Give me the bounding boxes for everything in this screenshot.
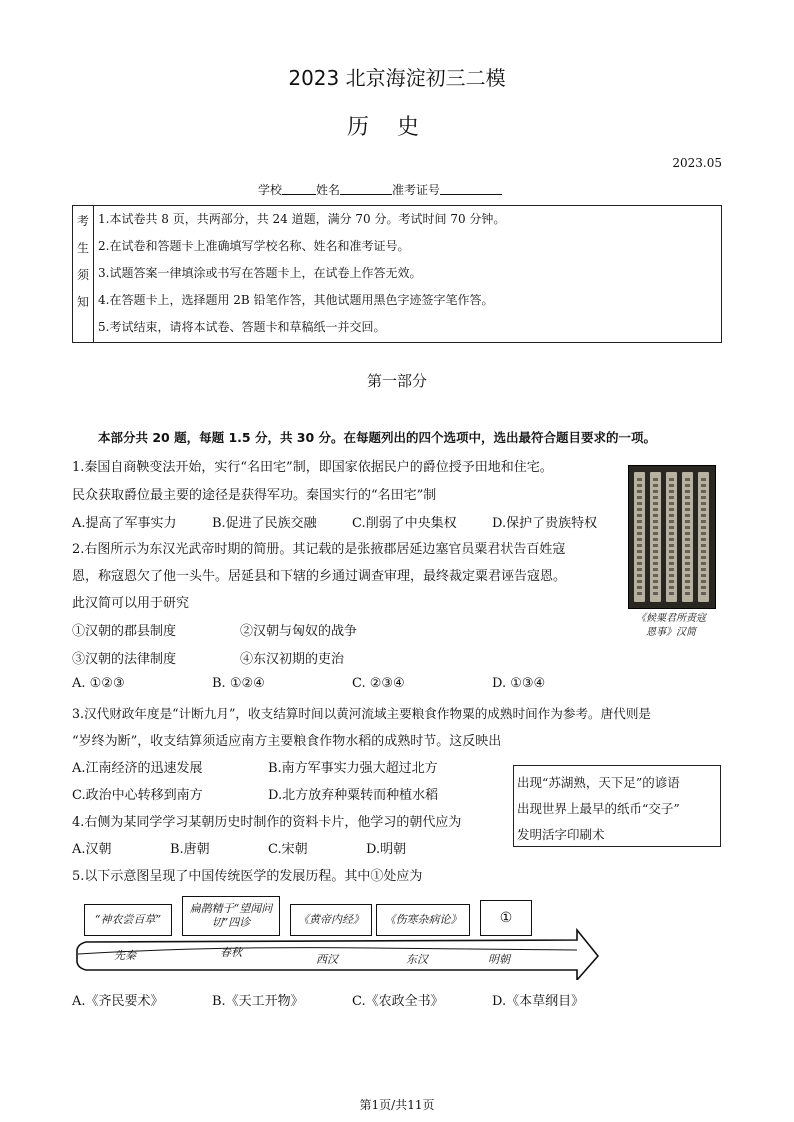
notes-label-char: 知: [76, 295, 89, 309]
han-bamboo-slips-image: [628, 465, 716, 609]
timeline-era: 明朝: [488, 953, 510, 966]
q3-line: 3.汉代财政年度是“计断九月”，收支结算时间以黄河流域主要粮食作物粟的成熟时间作为参考。唐代则是: [72, 706, 652, 721]
medicine-timeline-diagram: [72, 890, 602, 980]
name-label: 姓名: [316, 183, 341, 197]
page-footer: 第1页/共11页: [359, 1098, 435, 1112]
exam-id-label: 准考证号: [392, 183, 441, 197]
timeline-box: 《黄帝内经》: [290, 904, 372, 936]
name-blank: [340, 182, 392, 195]
part-instruction: 本部分共 20 题，每题 1.5 分，共 30 分。在每题列出的四个选项中，选出最符合题目要求的一项。: [98, 430, 657, 445]
q2-option-d: D. ①③④: [492, 676, 546, 691]
q1-option-c: C.削弱了中央集权: [352, 516, 457, 531]
q2-line: 2.右图所示为东汉光武帝时期的简册。其记载的是张掖郡居延边塞官员粟君状告百姓寇: [72, 542, 566, 557]
q5-option-a: A.《齐民要术》: [72, 994, 164, 1009]
q1-option-a: A.提高了军事实力: [72, 516, 177, 531]
timeline-box: 《伤寒杂病论》: [376, 904, 470, 936]
timeline-era: 西汉: [316, 953, 338, 966]
q5-option-b: B.《天工开物》: [212, 994, 304, 1009]
subject-title: 历史: [346, 115, 447, 140]
q2-option-b: B. ①②④: [212, 676, 265, 691]
q4-option-c: C.宋朝: [268, 842, 308, 857]
note-item: 4.在答题卡上，选择题用 2B 铅笔作答，其他试题用黑色字迹签字笔作答。: [98, 293, 494, 307]
q2-option-c: C. ②③④: [352, 676, 405, 691]
q4-option-b: B.唐朝: [170, 842, 210, 857]
page-title: 2023 北京海淀初三二模: [288, 66, 506, 90]
notes-label-char: 须: [76, 268, 89, 282]
notes-label: [73, 206, 94, 343]
notes-label-char: 考: [76, 214, 89, 228]
exam-date: 2023.05: [672, 156, 722, 170]
q1-line: 1.秦国自商鞅变法开始，实行“名田宅”制，即国家依据民户的爵位授予田地和住宅。: [72, 460, 553, 475]
q3-line: “岁终为断”，收支结算须适应南方主要粮食作物水稻的成熟时节。这反映出: [72, 734, 502, 749]
q5-line: 5.以下示意图呈现了中国传统医学的发展历程。其中①处应为: [72, 869, 423, 884]
note-item: 1.本试卷共 8 页，共两部分，共 24 道题，满分 70 分。考试时间 70 分钟。: [98, 212, 506, 226]
card-line: 发明活字印刷术: [517, 827, 605, 842]
q2-statement: ②汉朝与匈奴的战争: [240, 624, 358, 639]
q2-option-a: A. ①②③: [72, 676, 125, 691]
timeline-era: 东汉: [406, 953, 428, 966]
note-item: 2.在试卷和答题卡上准确填写学校名称、姓名和准考证号。: [98, 239, 410, 253]
q5-option-d: D.《本草纲目》: [492, 994, 585, 1009]
q4-line: 4.右侧为某同学学习某朝历史时制作的资料卡片，他学习的朝代应为: [72, 815, 462, 830]
q4-option-d: D.明朝: [366, 842, 407, 857]
exam-notes-table: [72, 205, 722, 343]
timeline-box: “神农尝百草”: [84, 904, 172, 936]
note-item: 3.试题答案一律填涂或书写在答题卡上，在试卷上作答无效。: [98, 266, 422, 280]
q3-option-d: D.北方放弃种粟转而种植水稻: [268, 788, 439, 803]
q2-line: 此汉简可以用于研究: [72, 596, 190, 611]
image-caption: 《候粟君所责寇 恩事》汉简: [636, 613, 706, 638]
part-heading: 第一部分: [366, 372, 427, 390]
exam-id-blank: [440, 182, 502, 195]
q3-option-c: C.政治中心转移到南方: [72, 788, 203, 803]
q1-line: 民众获取爵位最主要的途径是获得军功。秦国实行的“名田宅”制: [72, 488, 437, 503]
timeline-box: 扁鹊精于“望闻问切”四诊: [182, 896, 280, 936]
notes-body: [94, 206, 722, 343]
q2-statement: ③汉朝的法律制度: [72, 652, 177, 667]
info-card: [513, 765, 721, 847]
q2-statement: ④东汉初期的吏治: [240, 652, 345, 667]
timeline-era: 先秦: [114, 949, 136, 962]
timeline-box: ①: [480, 900, 532, 936]
note-item: 5.考试结束，请将本试卷、答题卡和草稿纸一并交回。: [98, 320, 386, 334]
q3-option-b: B.南方军事实力强大超过北方: [268, 761, 438, 776]
timeline-era: 春秋: [220, 946, 242, 959]
card-line: 出现世界上最早的纸币“交子”: [517, 801, 680, 816]
q2-statement: ①汉朝的郡县制度: [72, 624, 177, 639]
notes-label-char: 生: [76, 241, 89, 255]
q4-option-a: A.汉朝: [72, 842, 112, 857]
q1-option-d: D.保护了贵族特权: [492, 516, 598, 531]
q5-option-c: C.《农政全书》: [352, 994, 444, 1009]
card-line: 出现“苏湖熟，天下足”的谚语: [517, 775, 680, 790]
school-blank: [282, 182, 316, 195]
q3-option-a: A.江南经济的迅速发展: [72, 761, 203, 776]
q1-option-b: B.促进了民族交融: [212, 516, 317, 531]
student-info-line: [258, 181, 502, 198]
q2-line: 恩，称寇恩欠了他一头牛。居延县和下辖的乡通过调查审理，最终裁定粟君诬告寇恩。: [72, 569, 567, 584]
school-label: 学校: [258, 183, 283, 197]
